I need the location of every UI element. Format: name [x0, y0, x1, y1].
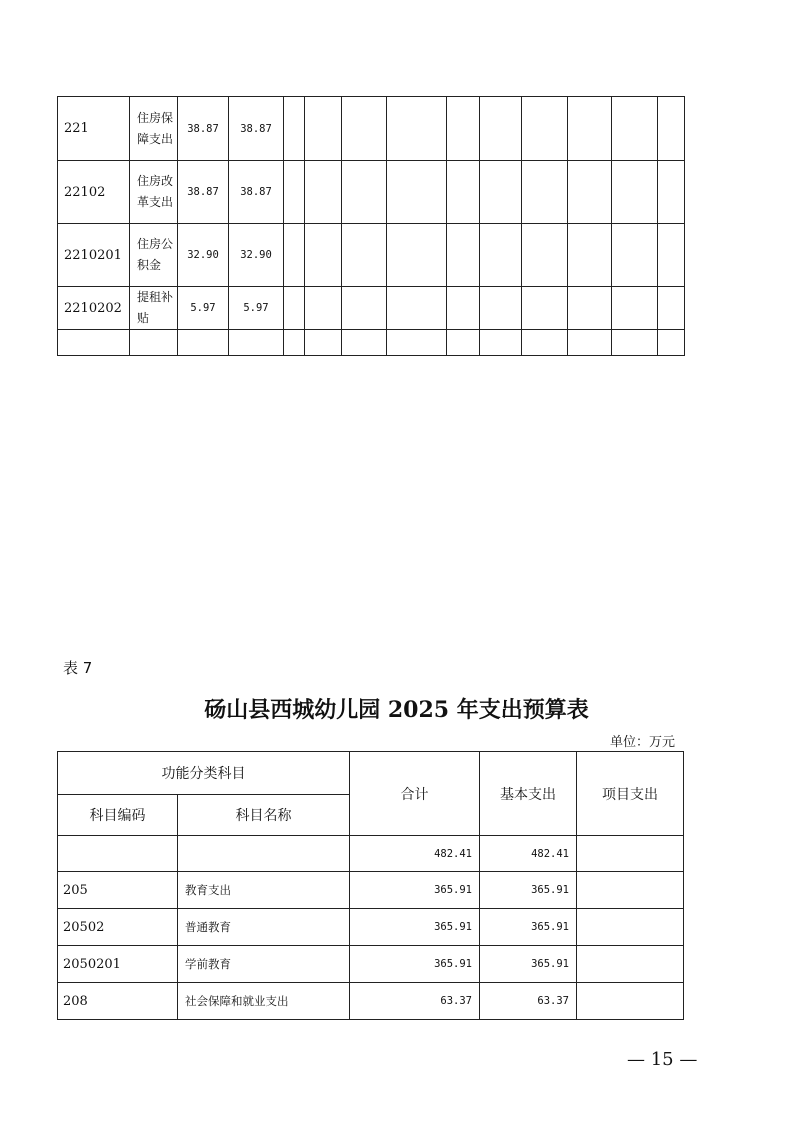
- project-value: [577, 836, 684, 872]
- empty-cell: [522, 330, 568, 356]
- empty-cell: [447, 161, 480, 224]
- subject-code: 2210202: [58, 287, 130, 330]
- subject-name: 住房改革支出: [130, 161, 178, 224]
- empty-cell: [480, 97, 522, 161]
- subject-name: 住房保障支出: [130, 97, 178, 161]
- subject-code: 2050201: [58, 946, 178, 983]
- total-value: 32.90: [178, 224, 229, 287]
- subject-code: 205: [58, 872, 178, 909]
- empty-cell: [447, 330, 480, 356]
- empty-cell: [305, 330, 342, 356]
- empty-cell: [284, 161, 305, 224]
- empty-cell: [284, 330, 305, 356]
- empty-cell: [480, 287, 522, 330]
- subject-name: 住房公积金: [130, 224, 178, 287]
- total-value: 365.91: [350, 909, 480, 946]
- empty-cell: [568, 287, 612, 330]
- empty-cell: [284, 97, 305, 161]
- table-row: [58, 224, 685, 287]
- table-row: [58, 330, 685, 356]
- basic-value: 38.87: [229, 97, 284, 161]
- table-row: [58, 946, 684, 983]
- empty-cell: [658, 287, 685, 330]
- basic-value: 365.91: [480, 872, 577, 909]
- empty-cell: [522, 224, 568, 287]
- subject-code: 20502: [58, 909, 178, 946]
- header-function-classification: 功能分类科目: [58, 752, 350, 795]
- table-row: [58, 872, 684, 909]
- empty-cell: [305, 97, 342, 161]
- total-value: [178, 330, 229, 356]
- project-value: [577, 872, 684, 909]
- empty-cell: [612, 161, 658, 224]
- empty-cell: [305, 161, 342, 224]
- table-row: [58, 983, 684, 1020]
- basic-value: [229, 330, 284, 356]
- total-value: 365.91: [350, 872, 480, 909]
- empty-cell: [447, 97, 480, 161]
- empty-cell: [480, 330, 522, 356]
- basic-value: 32.90: [229, 224, 284, 287]
- empty-cell: [284, 224, 305, 287]
- subject-name: 普通教育: [178, 909, 350, 946]
- table-row: [58, 287, 685, 330]
- empty-cell: [658, 224, 685, 287]
- subject-code: 2210201: [58, 224, 130, 287]
- table-row: [58, 97, 685, 161]
- table-label: 表 7: [63, 659, 93, 677]
- empty-cell: [342, 287, 387, 330]
- total-value: 63.37: [350, 983, 480, 1020]
- total-value: 38.87: [178, 161, 229, 224]
- empty-cell: [342, 330, 387, 356]
- header-row: [58, 752, 684, 795]
- empty-cell: [658, 330, 685, 356]
- header-basic-expenditure: 基本支出: [480, 752, 577, 836]
- subject-code: 208: [58, 983, 178, 1020]
- total-value: 5.97: [178, 287, 229, 330]
- empty-cell: [342, 97, 387, 161]
- empty-cell: [568, 161, 612, 224]
- empty-cell: [568, 224, 612, 287]
- table-row: [58, 161, 685, 224]
- subject-name: 提租补贴: [130, 287, 178, 330]
- empty-cell: [612, 330, 658, 356]
- empty-cell: [612, 287, 658, 330]
- table-row: [58, 909, 684, 946]
- empty-cell: [568, 97, 612, 161]
- subject-code: 22102: [58, 161, 130, 224]
- empty-cell: [447, 224, 480, 287]
- unit-label: 单位：万元: [609, 735, 675, 750]
- subject-name: 学前教育: [178, 946, 350, 983]
- empty-cell: [387, 224, 447, 287]
- total-value: 38.87: [178, 97, 229, 161]
- empty-cell: [568, 330, 612, 356]
- header-total: 合计: [350, 752, 480, 836]
- empty-cell: [522, 287, 568, 330]
- empty-cell: [305, 224, 342, 287]
- header-subject-name: 科目名称: [178, 795, 350, 836]
- empty-cell: [480, 224, 522, 287]
- empty-cell: [658, 97, 685, 161]
- header-subject-code: 科目编码: [58, 795, 178, 836]
- expenditure-budget-table: [57, 751, 684, 1020]
- project-value: [577, 909, 684, 946]
- empty-cell: [522, 161, 568, 224]
- basic-value: 365.91: [480, 909, 577, 946]
- subject-name: [178, 836, 350, 872]
- empty-cell: [305, 287, 342, 330]
- basic-value: 365.91: [480, 946, 577, 983]
- empty-cell: [480, 161, 522, 224]
- page-number: — 15 —: [627, 1049, 698, 1070]
- table-row: [58, 836, 684, 872]
- empty-cell: [387, 161, 447, 224]
- empty-cell: [447, 287, 480, 330]
- empty-cell: [387, 97, 447, 161]
- empty-cell: [612, 97, 658, 161]
- empty-cell: [387, 287, 447, 330]
- empty-cell: [658, 161, 685, 224]
- project-value: [577, 983, 684, 1020]
- basic-value: 5.97: [229, 287, 284, 330]
- header-project-expenditure: 项目支出: [577, 752, 684, 836]
- total-value: 482.41: [350, 836, 480, 872]
- empty-cell: [612, 224, 658, 287]
- empty-cell: [342, 224, 387, 287]
- basic-value: 482.41: [480, 836, 577, 872]
- subject-name: [130, 330, 178, 356]
- continuation-table: [57, 96, 685, 356]
- empty-cell: [387, 330, 447, 356]
- project-value: [577, 946, 684, 983]
- basic-value: 38.87: [229, 161, 284, 224]
- page-title: 砀山县西城幼儿园 2025 年支出预算表: [204, 697, 589, 723]
- subject-code: 221: [58, 97, 130, 161]
- empty-cell: [342, 161, 387, 224]
- empty-cell: [284, 287, 305, 330]
- subject-name: 教育支出: [178, 872, 350, 909]
- empty-cell: [522, 97, 568, 161]
- total-value: 365.91: [350, 946, 480, 983]
- subject-code: [58, 330, 130, 356]
- subject-name: 社会保障和就业支出: [178, 983, 350, 1020]
- subject-code: [58, 836, 178, 872]
- basic-value: 63.37: [480, 983, 577, 1020]
